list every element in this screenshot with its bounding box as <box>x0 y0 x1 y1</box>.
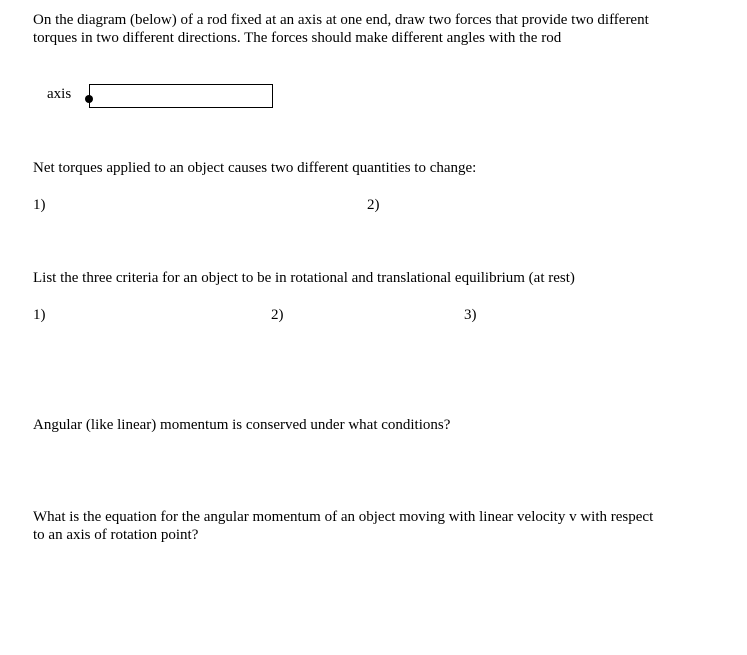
question-3-item-1: 1) <box>33 307 46 323</box>
axis-pivot-dot <box>85 95 93 103</box>
question-1-line-2: torques in two different directions. The forces should make different angles with the rod <box>33 30 562 46</box>
question-3-item-2: 2) <box>271 307 284 323</box>
axis-label: axis <box>47 86 72 102</box>
question-4-prompt: Angular (like linear) momentum is conserved under what conditions? <box>33 417 451 433</box>
question-2-prompt: Net torques applied to an object causes two different quantities to change: <box>33 160 477 176</box>
question-1-text <box>33 11 649 47</box>
question-5-text <box>33 508 653 544</box>
question-5-line-1: What is the equation for the angular momentum of an object moving with linear velocity v with respect <box>33 509 654 525</box>
question-2-item-1: 1) <box>33 197 46 213</box>
question-1-line-1: On the diagram (below) of a rod fixed at an axis at one end, draw two forces that provide two different <box>33 12 649 28</box>
question-5-line-2: to an axis of rotation point? <box>33 527 199 543</box>
question-2-item-2: 2) <box>367 197 380 213</box>
question-3-prompt: List the three criteria for an object to be in rotational and translational equilibrium (at rest) <box>33 270 575 286</box>
rod-diagram <box>89 84 273 108</box>
question-3-item-3: 3) <box>464 307 477 323</box>
